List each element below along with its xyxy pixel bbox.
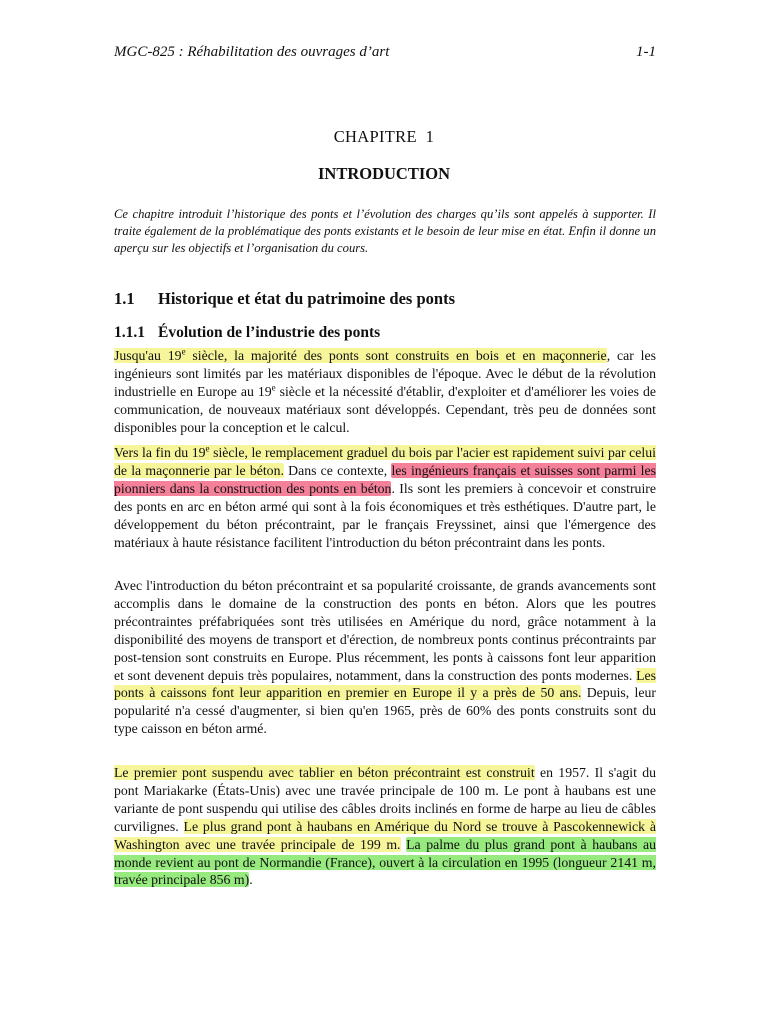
superscript: e [181,346,186,357]
text-run: siècle et la nécessité d'établir, d'exploiter et d'améliorer les voies de communication, de nouveaux matériaux sont développés. Cependant, très peu de données sont disponibles pour la conception et le calcul. [114,383,656,435]
paragraph-3 [114,577,656,738]
paragraph-1 [114,347,656,437]
text-run: . Ils sont les premiers à concevoir et construire des ponts en arc en béton armé qui sont à la fois économiques et très esthétiques. D'autre part, le développement du béton précontraint, par le français Freyssinet, ainsi que l'émergence des matériaux à haute résistance facilitent l'introduction du béton précontraint dans les ponts. [114,480,657,550]
section-heading [114,289,455,309]
chapter-title: INTRODUCTION [317,164,451,183]
page-number: 1-1 [636,44,656,60]
chapter-abstract: Ce chapitre introduit l’historique des ponts et l’évolution des charges qu’ils sont appelés à supporter. Il traite également de la problématique des ponts existants et le besoin de leur mise en état. Enfin il donne un aperçu sur les objectifs et l’organisation du cours. [114,207,656,255]
course-title: MGC-825 : Réhabilitation des ouvrages d’art [114,44,390,60]
text-run: Dans ce contexte, [283,462,392,478]
superscript: e [271,382,276,393]
section-title: Historique et état du patrimoine des ponts [158,289,455,308]
text-run: siècle, la majorité des ponts sont construits en bois et en maçonnerie [185,348,607,363]
section-number: 1.1 [114,289,135,308]
subsection-heading [114,324,380,342]
running-header [114,44,656,61]
highlight-yellow [114,348,607,363]
subsection-title: Évolution de l’industrie des ponts [158,324,381,341]
text-run: . [249,872,253,888]
paragraph-2 [114,444,656,551]
highlight-green: La palme du plus grand pont à haubans au monde revient au pont de Normandie (France), ouvert à la circulation en 1995 (longueur 2141 m, travée principale 856 m) [114,836,657,888]
highlight-yellow: Les ponts à caissons font leur apparition en premier en Europe il y a près de 50 ans. [114,667,656,701]
text-run: Vers la fin du 19 [114,445,206,460]
chapter-label: CHAPITRE 1 [333,127,435,146]
superscript: e [205,443,210,454]
text-run: Avec l'introduction du béton précontraint et sa popularité croissante, de grands avancements sont accomplis dans le domaine de la construction des ponts en béton. Alors que les poutres précontraintes préfabriquées sont très utilisées en Amérique du nord, grâce notamment à la disponibilité des moyens de transport et d'érection, de nombreux ponts continus précontraints par post-tension sont construits en Europe. Plus récemment, les ponts à caissons font leur apparition et sont devenent depuis très populaires, notamment, dans la construction des ponts modernes. [114,578,656,683]
text-run: siècle, le remplacement graduel du bois par l'acier est rapidement suivi par celui de la maçonnerie par le béton. [114,445,656,478]
highlight-yellow: Le premier pont suspendu avec tablier en béton précontraint est construit [114,765,535,780]
text-run: Depuis, leur popularité n'a cessé d'augmenter, si bien qu'en 1965, près de 60% des ponts construits sont du type caisson en béton armé. [114,685,656,737]
text-run: en 1957. Il s'agit du pont Mariakarke (États-Unis) avec une travée principale de 100 m. Le pont à haubans est une variante de pont suspendu qui utilise des câbles droits inclinés en forme de harpe au lieu de câbles curvilignes. [114,765,656,834]
text-run: Jusqu'au 19 [114,348,182,363]
highlight-red: les ingénieurs français et suisses sont parmi les pionniers dans la construction des ponts en béton [114,462,656,496]
paragraph-4 [114,764,656,889]
text-run: , car les ingénieurs sont limités par les matériaux disponibles de l'époque. Avec le début de la révolution industrielle en Europe au 19 [114,348,656,399]
highlight-yellow: Le plus grand pont à haubans en Amérique du Nord se trouve à Pascokennewick à Washington avec une travée principale de 199 m. [114,818,656,852]
subsection-number: 1.1.1 [114,324,145,341]
